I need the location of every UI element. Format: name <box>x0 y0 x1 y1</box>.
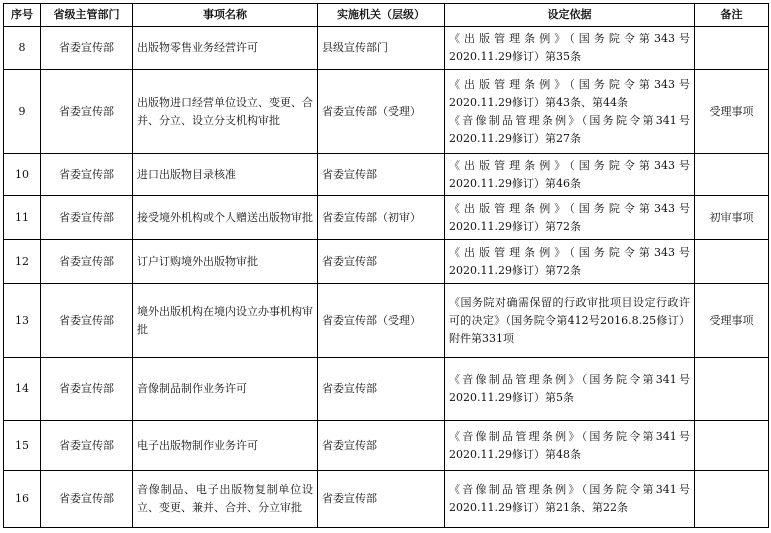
table-row <box>4 471 769 528</box>
row-note <box>695 154 769 196</box>
row-item: 音像制品、电子出版物复制单位设立、变更、兼并、合并、分立审批 <box>133 471 318 528</box>
row-basis: 《出版管理条例》（国务院令第343号2020.11.29修订）第72条 <box>445 240 695 284</box>
row-dept: 省委宣传部 <box>41 284 133 358</box>
col-header-item: 事项名称 <box>133 4 318 27</box>
row-no: 9 <box>4 70 41 154</box>
table-row <box>4 196 769 240</box>
col-header-dept: 省级主管部门 <box>41 4 133 27</box>
header-row <box>4 4 769 27</box>
row-basis: 《音像制品管理条例》（国务院令第341号2020.11.29修订）第5条 <box>445 358 695 421</box>
table-row <box>4 421 769 471</box>
row-item: 进口出版物目录核准 <box>133 154 318 196</box>
row-note: 受理事项 <box>695 70 769 154</box>
row-no: 14 <box>4 358 41 421</box>
row-item: 音像制品制作业务许可 <box>133 358 318 421</box>
table-row <box>4 70 769 154</box>
row-note <box>695 421 769 471</box>
col-header-basis: 设定依据 <box>445 4 695 27</box>
row-no: 15 <box>4 421 41 471</box>
row-item: 电子出版物制作业务许可 <box>133 421 318 471</box>
row-org: 县级宣传部门 <box>318 27 445 70</box>
row-note: 受理事项 <box>695 284 769 358</box>
row-no: 13 <box>4 284 41 358</box>
row-org: 省委宣传部 <box>318 471 445 528</box>
row-org: 省委宣传部 <box>318 358 445 421</box>
permit-table <box>3 3 769 528</box>
row-dept: 省委宣传部 <box>41 358 133 421</box>
col-header-no: 序号 <box>4 4 41 27</box>
table-row <box>4 27 769 70</box>
row-item: 出版物进口经营单位设立、变更、合并、分立、设立分支机构审批 <box>133 70 318 154</box>
row-dept: 省委宣传部 <box>41 27 133 70</box>
row-note <box>695 358 769 421</box>
row-no: 16 <box>4 471 41 528</box>
row-org: 省委宣传部 <box>318 421 445 471</box>
row-org: 省委宣传部 <box>318 154 445 196</box>
table-row <box>4 154 769 196</box>
row-basis: 《出版管理条例》（国务院令第343号2020.11.29修订）第46条 <box>445 154 695 196</box>
row-dept: 省委宣传部 <box>41 421 133 471</box>
row-dept: 省委宣传部 <box>41 154 133 196</box>
row-note <box>695 240 769 284</box>
row-item: 境外出版机构在境内设立办事机构审批 <box>133 284 318 358</box>
row-basis: 《出版管理条例》（国务院令第343号2020.11.29修订）第35条 <box>445 27 695 70</box>
row-note: 初审事项 <box>695 196 769 240</box>
row-basis: 《音像制品管理条例》（国务院令第341号2020.11.29修订）第21条、第22条 <box>445 471 695 528</box>
row-basis: 《国务院对确需保留的行政审批项目设定行政许可的决定》（国务院令第412号2016.8.25修订）附件第331项 <box>445 284 695 358</box>
row-org: 省委宣传部（初审） <box>318 196 445 240</box>
row-no: 12 <box>4 240 41 284</box>
row-item: 出版物零售业务经营许可 <box>133 27 318 70</box>
col-header-org: 实施机关（层级） <box>318 4 445 27</box>
table-row <box>4 358 769 421</box>
row-note <box>695 27 769 70</box>
table-row <box>4 240 769 284</box>
col-header-note: 备注 <box>695 4 769 27</box>
row-no: 8 <box>4 27 41 70</box>
row-dept: 省委宣传部 <box>41 196 133 240</box>
row-no: 10 <box>4 154 41 196</box>
row-note <box>695 471 769 528</box>
row-dept: 省委宣传部 <box>41 240 133 284</box>
row-dept: 省委宣传部 <box>41 471 133 528</box>
row-org: 省委宣传部（受理） <box>318 284 445 358</box>
row-org: 省委宣传部（受理） <box>318 70 445 154</box>
row-item: 接受境外机构或个人赠送出版物审批 <box>133 196 318 240</box>
table-row <box>4 284 769 358</box>
row-dept: 省委宣传部 <box>41 70 133 154</box>
row-basis: 《出版管理条例》（国务院令第343号2020.11.29修订）第43条、第44条 《音像制品管理条例》（国务院令第341号2020.11.29修订）第27条 <box>445 70 695 154</box>
row-basis: 《出版管理条例》（国务院令第343号2020.11.29修订）第72条 <box>445 196 695 240</box>
row-basis: 《音像制品管理条例》（国务院令第341号2020.11.29修订）第48条 <box>445 421 695 471</box>
row-org: 省委宣传部 <box>318 240 445 284</box>
row-item: 订户订购境外出版物审批 <box>133 240 318 284</box>
row-no: 11 <box>4 196 41 240</box>
